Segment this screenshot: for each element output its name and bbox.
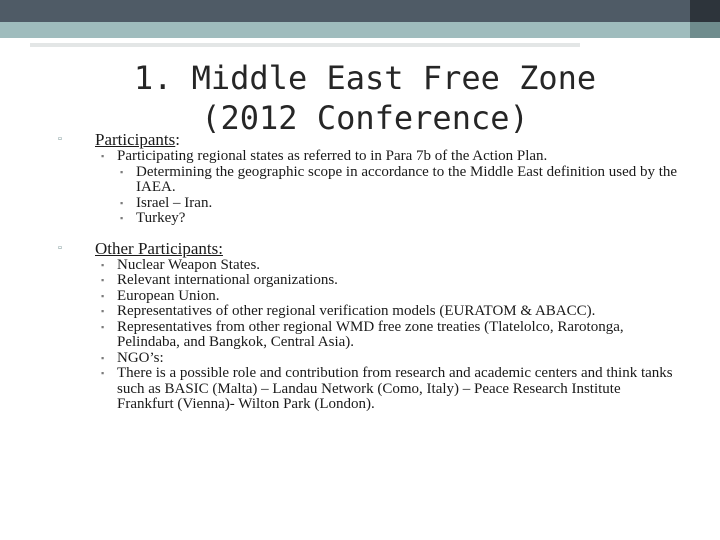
section-participants <box>58 130 678 149</box>
small-square-bullet-icon: ▪ <box>101 306 105 316</box>
slide-body <box>58 130 678 413</box>
sub-list-item-text: Israel – Iran. <box>136 194 213 211</box>
section-other-participants <box>58 239 678 258</box>
small-square-bullet-icon: ▪ <box>101 368 105 378</box>
list-item-text: Nuclear Weapon States. <box>117 256 261 273</box>
list-item-text: European Union. <box>117 287 220 304</box>
section-heading-participants: Participants <box>95 130 176 149</box>
list-item-text: Representatives from other regional WMD free zone treaties (Tlatelolco, Rarotonga, Pelindaba, and Bangkok, Central Asia). <box>117 318 624 350</box>
top-header-band <box>0 0 720 22</box>
small-square-bullet-icon: ▪ <box>120 213 124 223</box>
list-item <box>58 320 678 351</box>
list-item <box>58 351 678 367</box>
list-item <box>58 366 678 413</box>
small-square-bullet-icon: ▪ <box>101 352 105 363</box>
small-square-bullet-icon: ▪ <box>120 166 124 177</box>
section-heading-other-participants: Other Participants: <box>95 238 223 258</box>
square-bullet-icon: ▫ <box>58 241 62 254</box>
small-square-bullet-icon: ▪ <box>101 321 105 332</box>
small-square-bullet-icon: ▪ <box>101 259 105 270</box>
sub-list-item <box>58 211 678 227</box>
heading-suffix: : <box>175 130 180 149</box>
list-item <box>58 304 678 320</box>
list-item <box>58 289 678 305</box>
header-divider <box>30 43 580 47</box>
sub-list-item <box>58 196 678 212</box>
top-band-corner-block <box>690 0 720 22</box>
list-item-text: Representatives of other regional verification models (EURATOM & ABACC). <box>117 303 596 319</box>
sub-list-item <box>58 165 678 196</box>
sub-list-item-text: Determining the geographic scope in accordance to the Middle East definition used by the IAEA. <box>136 163 678 195</box>
list-item <box>58 258 678 274</box>
accent-stripe-corner <box>690 22 720 38</box>
list-item <box>58 273 678 289</box>
small-square-bullet-icon: ▪ <box>101 151 105 161</box>
small-square-bullet-icon: ▪ <box>101 290 105 301</box>
list-item <box>58 149 678 165</box>
small-square-bullet-icon: ▪ <box>120 197 124 208</box>
square-bullet-icon: ▫ <box>58 133 62 145</box>
small-square-bullet-icon: ▪ <box>101 275 105 285</box>
accent-stripe <box>0 22 720 38</box>
list-item-text: There is a possible role and contribution from research and academic centers and think tanks such as BASIC (Malta) – Landau Network (Como, Italy) – Peace Research Institute Frankfurt (Vienna)- Wilton Park (London). <box>117 365 673 412</box>
section-heading-text <box>95 130 180 149</box>
list-item-text: Relevant international organizations. <box>117 272 338 288</box>
list-item-text: Participating regional states as referred to in Para 7b of the Action Plan. <box>117 148 548 164</box>
list-item-text: NGO’s: <box>117 349 164 366</box>
sub-list-item-text: Turkey? <box>136 210 186 226</box>
slide-title: 1. Middle East Free Zone (2012 Conference) <box>133 59 597 137</box>
